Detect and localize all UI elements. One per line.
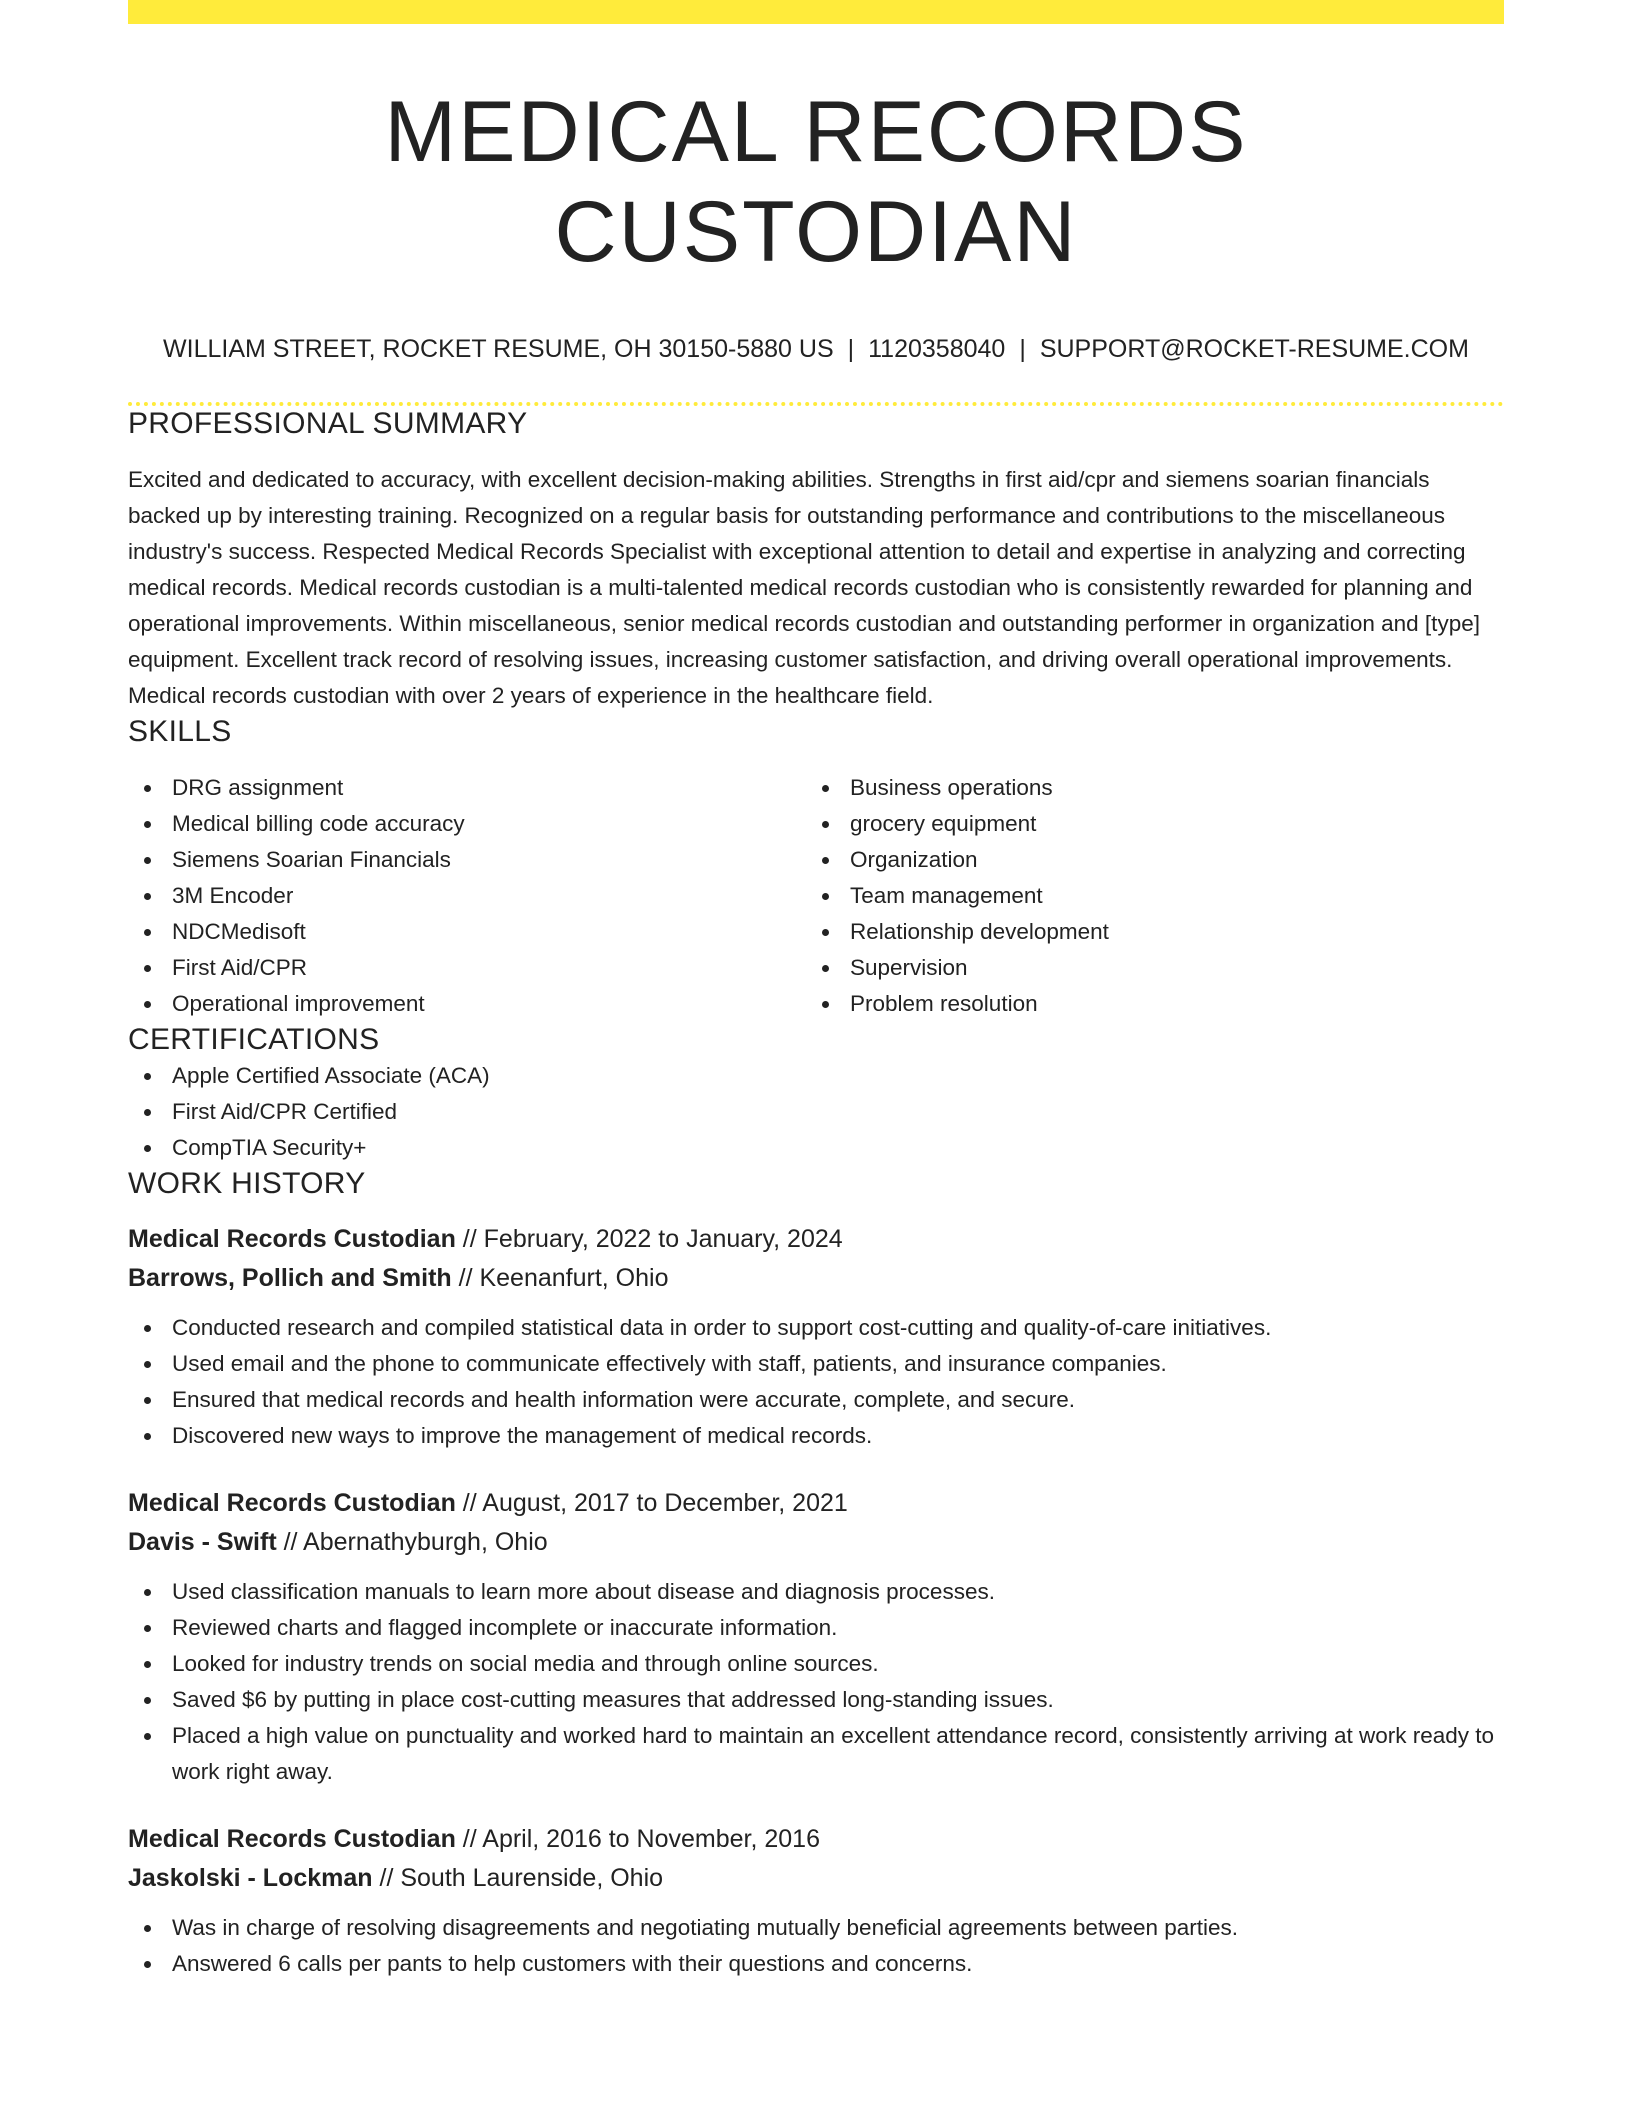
skill-item: DRG assignment bbox=[128, 770, 806, 806]
job-bullet: Was in charge of resolving disagreements and negotiating mutually beneficial agreements between parties. bbox=[128, 1910, 1504, 1946]
top-accent-bar bbox=[128, 0, 1504, 24]
job-bullet: Placed a high value on punctuality and worked hard to maintain an excellent attendance record, consistently arriving at work ready to work right away. bbox=[128, 1718, 1504, 1790]
job-title-line bbox=[128, 1820, 1504, 1859]
skills-list-right bbox=[806, 770, 1484, 1022]
contact-separator: | bbox=[847, 335, 855, 363]
job-location: // South Laurenside, Ohio bbox=[372, 1864, 664, 1892]
job-bullet: Looked for industry trends on social media and through online sources. bbox=[128, 1646, 1504, 1682]
skills-list-left bbox=[128, 770, 806, 1022]
job-bullet: Saved $6 by putting in place cost-cutting measures that addressed long-standing issues. bbox=[128, 1682, 1504, 1718]
job-bullet: Discovered new ways to improve the management of medical records. bbox=[128, 1418, 1504, 1454]
skill-item: Operational improvement bbox=[128, 986, 806, 1022]
skill-item: grocery equipment bbox=[806, 806, 1484, 842]
job-entry bbox=[128, 1220, 1504, 1454]
certifications-list bbox=[128, 1058, 1504, 1166]
job-company: Jaskolski - Lockman bbox=[128, 1864, 373, 1892]
summary-text: Excited and dedicated to accuracy, with excellent decision-making abilities. Strengths in first aid/cpr and siemens soarian financials backed up by interesting training. Recognized on a regular basis for outstanding performance and contributions to the miscellaneous industry's success. Respected Medical Records Specialist with exceptional attention to detail and expertise in analyzing and correcting medical records. Medical records custodian is a multi-talented medical records custodian who is consistently rewarded for planning and operational improvements. Within miscellaneous, senior medical records custodian and outstanding performer in organization and [type] equipment. Excellent track record of resolving issues, increasing customer satisfaction, and driving overall operational improvements. Medical records custodian with over 2 years of experience in the healthcare field. bbox=[128, 467, 1480, 708]
job-bullet: Conducted research and compiled statistical data in order to support cost-cutting and quality-of-care initiatives. bbox=[128, 1310, 1504, 1346]
contact-line bbox=[128, 334, 1504, 364]
job-bullets bbox=[128, 1910, 1504, 1982]
job-company-line bbox=[128, 1259, 1504, 1298]
job-bullet: Used classification manuals to learn more about disease and diagnosis processes. bbox=[128, 1574, 1504, 1610]
job-bullet: Used email and the phone to communicate effectively with staff, patients, and insurance companies. bbox=[128, 1346, 1504, 1382]
job-title: Medical Records Custodian bbox=[128, 1489, 456, 1517]
job-bullets bbox=[128, 1310, 1504, 1454]
skill-item: Medical billing code accuracy bbox=[128, 806, 806, 842]
skill-item: Problem resolution bbox=[806, 986, 1484, 1022]
skills-columns bbox=[128, 770, 1504, 1022]
job-entry bbox=[128, 1484, 1504, 1790]
job-location: // Abernathyburgh, Ohio bbox=[276, 1528, 548, 1556]
job-bullet: Reviewed charts and flagged incomplete or inaccurate information. bbox=[128, 1610, 1504, 1646]
job-title: Medical Records Custodian bbox=[128, 1225, 456, 1253]
certification-item: First Aid/CPR Certified bbox=[128, 1094, 1504, 1130]
certification-item: Apple Certified Associate (ACA) bbox=[128, 1058, 1504, 1094]
skill-item: Siemens Soarian Financials bbox=[128, 842, 806, 878]
job-dates: // February, 2022 to January, 2024 bbox=[455, 1225, 843, 1253]
skill-item: Team management bbox=[806, 878, 1484, 914]
skill-item: 3M Encoder bbox=[128, 878, 806, 914]
summary-heading: PROFESSIONAL SUMMARY bbox=[128, 407, 528, 440]
skill-item: NDCMedisoft bbox=[128, 914, 806, 950]
job-title: Medical Records Custodian bbox=[128, 1825, 456, 1853]
job-company: Davis - Swift bbox=[128, 1528, 277, 1556]
certifications-heading: CERTIFICATIONS bbox=[128, 1023, 380, 1056]
contact-phone: 1120358040 bbox=[868, 335, 1006, 363]
job-dates: // August, 2017 to December, 2021 bbox=[455, 1489, 848, 1517]
job-company-line bbox=[128, 1859, 1504, 1898]
skill-item: Supervision bbox=[806, 950, 1484, 986]
contact-email: SUPPORT@ROCKET-RESUME.COM bbox=[1039, 335, 1469, 363]
skills-heading: SKILLS bbox=[128, 715, 232, 748]
skill-item: Relationship development bbox=[806, 914, 1484, 950]
job-company-line bbox=[128, 1523, 1504, 1562]
job-dates: // April, 2016 to November, 2016 bbox=[455, 1825, 820, 1853]
skill-item: Business operations bbox=[806, 770, 1484, 806]
job-title-line bbox=[128, 1220, 1504, 1259]
job-location: // Keenanfurt, Ohio bbox=[451, 1264, 669, 1292]
job-title-line bbox=[128, 1484, 1504, 1523]
job-entry bbox=[128, 1820, 1504, 1982]
job-bullet: Ensured that medical records and health information were accurate, complete, and secure. bbox=[128, 1382, 1504, 1418]
job-bullet: Answered 6 calls per pants to help customers with their questions and concerns. bbox=[128, 1946, 1504, 1982]
job-bullets bbox=[128, 1574, 1504, 1790]
skill-item: Organization bbox=[806, 842, 1484, 878]
resume-page bbox=[128, 0, 1504, 1982]
contact-separator: | bbox=[1019, 335, 1026, 363]
job-company: Barrows, Pollich and Smith bbox=[128, 1264, 452, 1292]
contact-address: WILLIAM STREET, ROCKET RESUME, OH 30150-5880 US bbox=[163, 335, 834, 363]
skill-item: First Aid/CPR bbox=[128, 950, 806, 986]
work-history-heading: WORK HISTORY bbox=[128, 1167, 366, 1200]
certification-item: CompTIA Security+ bbox=[128, 1130, 1504, 1166]
page-title: MEDICAL RECORDS CUSTODIAN bbox=[384, 84, 1248, 280]
